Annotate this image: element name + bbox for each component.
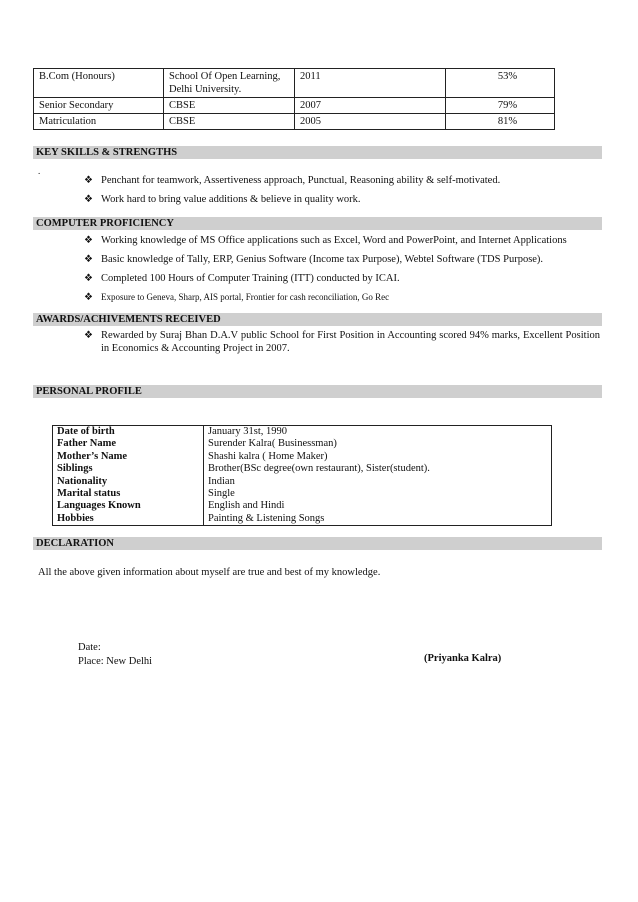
diamond-bullet-icon: ❖ xyxy=(84,292,93,303)
date-place-block xyxy=(78,641,152,669)
table-row: Date of birth January 31st, 1990 xyxy=(53,426,552,439)
diamond-bullet-icon: ❖ xyxy=(84,254,93,265)
table-row xyxy=(34,114,555,130)
awards-heading: AWARDS/ACHIVEMENTS RECEIVED xyxy=(33,313,602,326)
list-item: ❖ Exposure to Geneva, Sharp, AIS portal, Frontier for cash reconciliation, Go Rec xyxy=(84,292,390,303)
list-item: ❖ Rewarded by Suraj Bhan D.A.V public School for First Position in Accounting scored 94% marks, Excellent Position in Economics & Accounting Project in 2007. xyxy=(84,330,600,354)
board-cell: School Of Open Learning, Delhi University. xyxy=(164,69,295,98)
computer-list xyxy=(84,234,604,310)
declaration-text: All the above given information about myself are true and best of my knowledge. xyxy=(38,567,381,578)
signature: (Priyanka Kalra) xyxy=(424,653,502,664)
table-row: Mother’s Name Shashi kalra ( Home Maker) xyxy=(53,451,552,463)
list-item: ❖ Working knowledge of MS Office applications such as Excel, Word and PowerPoint, and Internet Applications xyxy=(84,235,567,246)
board-cell: CBSE xyxy=(164,98,295,114)
table-row: Marital status Single xyxy=(53,488,552,500)
awards-list xyxy=(84,329,600,361)
list-item: ❖ Penchant for teamwork, Assertiveness approach, Punctual, Reasoning ability & self-motivated. xyxy=(84,175,501,186)
declaration-heading: DECLARATION xyxy=(33,537,602,550)
skills-list xyxy=(84,174,604,212)
table-row xyxy=(34,69,555,98)
degree-cell: B.Com (Honours) xyxy=(34,69,164,98)
list-item: ❖ Completed 100 Hours of Computer Training (ITT) conducted by ICAI. xyxy=(84,273,400,284)
degree-cell: Senior Secondary xyxy=(34,98,164,114)
table-row: Languages Known English and Hindi xyxy=(53,500,552,512)
year-cell: 2005 xyxy=(295,114,446,130)
profile-heading: PERSONAL PROFILE xyxy=(33,385,602,398)
percent-cell: 79% xyxy=(446,98,555,114)
computer-heading: COMPUTER PROFICIENCY xyxy=(33,217,602,230)
diamond-bullet-icon: ❖ xyxy=(84,194,93,205)
place-label: Place: New Delhi xyxy=(78,656,153,667)
table-row: Father Name Surender Kalra( Businessman) xyxy=(53,438,552,450)
degree-cell: Matriculation xyxy=(34,114,164,130)
diamond-bullet-icon: ❖ xyxy=(84,330,93,341)
table-row: Hobbies Painting & Listening Songs xyxy=(53,513,552,526)
stray-dot: . xyxy=(38,166,41,176)
profile-table xyxy=(52,425,552,526)
table-row: Nationality Indian xyxy=(53,476,552,488)
board-cell: CBSE xyxy=(164,114,295,130)
date-label: Date: xyxy=(78,642,101,653)
list-item: ❖ Work hard to bring value additions & believe in quality work. xyxy=(84,194,361,205)
diamond-bullet-icon: ❖ xyxy=(84,235,93,246)
education-table xyxy=(33,68,555,130)
list-item: ❖ Basic knowledge of Tally, ERP, Genius Software (Income tax Purpose), Webtel Software (TDS Purpose). xyxy=(84,254,544,265)
year-cell: 2011 xyxy=(295,69,446,98)
percent-cell: 81% xyxy=(446,114,555,130)
diamond-bullet-icon: ❖ xyxy=(84,273,93,284)
diamond-bullet-icon: ❖ xyxy=(84,175,93,186)
table-row xyxy=(34,98,555,114)
table-row: Siblings Brother(BSc degree(own restaurant), Sister(student). xyxy=(53,463,552,475)
percent-cell: 53% xyxy=(446,69,555,98)
year-cell: 2007 xyxy=(295,98,446,114)
skills-heading: KEY SKILLS & STRENGTHS xyxy=(33,146,602,159)
